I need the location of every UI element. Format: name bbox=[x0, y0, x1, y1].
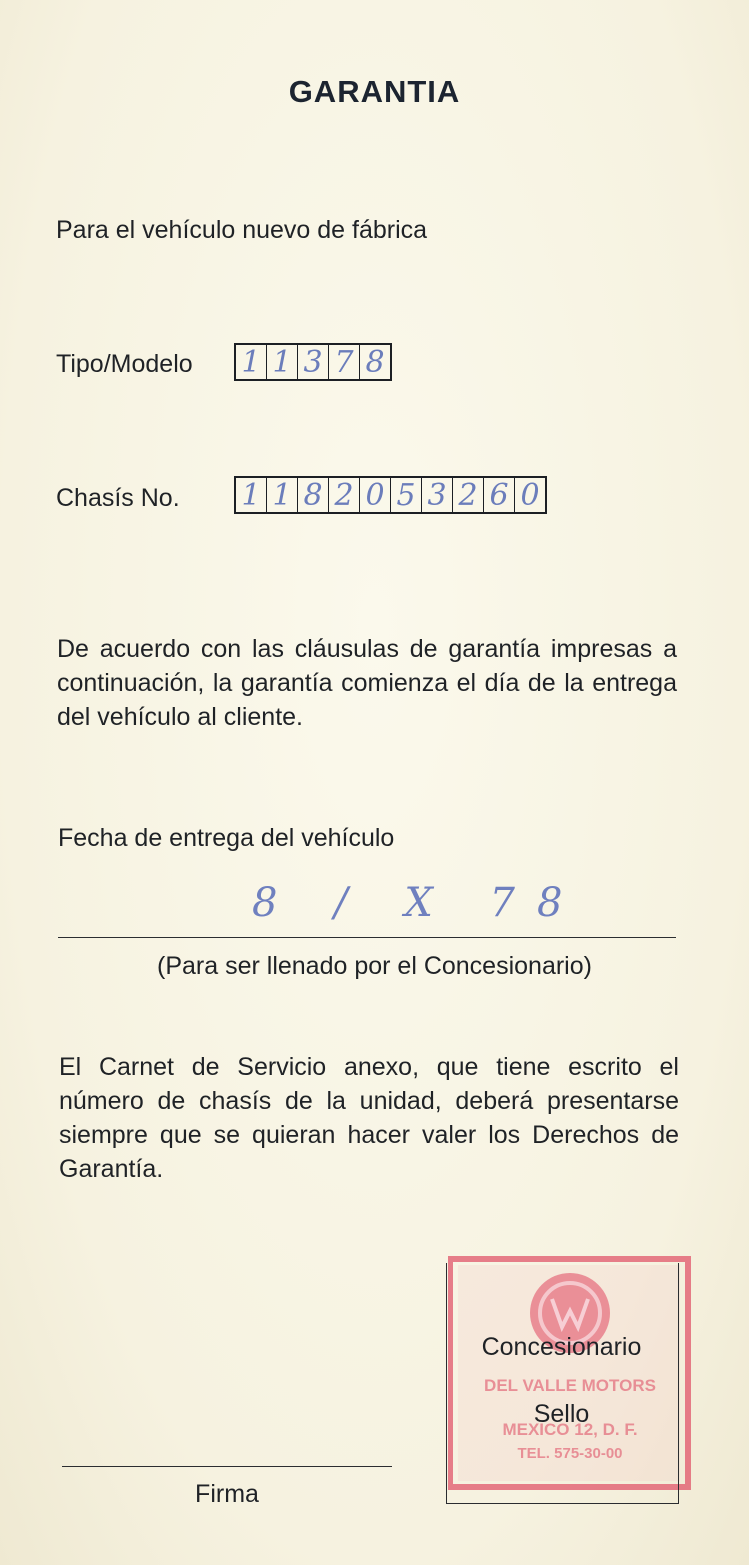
chasis-box[interactable] bbox=[422, 478, 453, 512]
chasis-digit: 0 bbox=[520, 478, 540, 513]
dealer-label: Concesionario bbox=[481, 1333, 642, 1361]
tipo-modelo-digit: 8 bbox=[365, 345, 385, 380]
chasis-box[interactable] bbox=[267, 478, 298, 512]
stamp-text-line: DEL VALLE MOTORS bbox=[484, 1376, 656, 1395]
delivery-date-handwritten: 8 / X 78 bbox=[252, 880, 585, 926]
chasis-digit: 8 bbox=[303, 478, 323, 513]
chasis-box[interactable] bbox=[515, 478, 545, 512]
delivery-date-caption: (Para ser llenado por el Concesionario) bbox=[157, 952, 592, 980]
chasis-digit: 0 bbox=[365, 478, 385, 513]
tipo-modelo-digit: 1 bbox=[241, 345, 261, 380]
page-title: GARANTIA bbox=[288, 74, 461, 109]
seal-label: Sello bbox=[533, 1400, 590, 1428]
chasis-digit: 6 bbox=[489, 478, 509, 513]
tipo-modelo-box[interactable] bbox=[298, 345, 329, 379]
chasis-box[interactable] bbox=[329, 478, 360, 512]
tipo-modelo-box[interactable] bbox=[329, 345, 360, 379]
delivery-date-label: Fecha de entrega del vehículo bbox=[58, 824, 395, 852]
stamp-text-line: TEL. 575-30-00 bbox=[517, 1445, 623, 1462]
chasis-box[interactable] bbox=[453, 478, 484, 512]
chasis-label: Chasís No. bbox=[56, 484, 180, 512]
stamp-text-line: MEXICO 12, D. F. bbox=[502, 1420, 638, 1439]
chasis-digit: 2 bbox=[334, 478, 354, 513]
chasis-boxes[interactable] bbox=[234, 476, 547, 514]
tipo-modelo-box[interactable] bbox=[236, 345, 267, 379]
tipo-modelo-box[interactable] bbox=[267, 345, 298, 379]
tipo-modelo-boxes[interactable] bbox=[234, 343, 392, 381]
tipo-modelo-digit: 7 bbox=[334, 345, 354, 380]
tipo-modelo-digit: 3 bbox=[303, 345, 323, 380]
chasis-box[interactable] bbox=[360, 478, 391, 512]
signature-line bbox=[62, 1466, 392, 1467]
tipo-modelo-box[interactable] bbox=[360, 345, 390, 379]
chasis-box[interactable] bbox=[484, 478, 515, 512]
subtitle: Para el vehículo nuevo de fábrica bbox=[56, 216, 428, 244]
chasis-digit: 3 bbox=[427, 478, 447, 513]
chasis-digit: 1 bbox=[241, 478, 261, 513]
dealer-stamp-box bbox=[446, 1263, 679, 1504]
chasis-digit: 2 bbox=[458, 478, 478, 513]
chasis-box[interactable] bbox=[236, 478, 267, 512]
clause-paragraph: De acuerdo con las cláusulas de garantía impresas a continuación, la garantía comienza el día de la entrega del vehículo al cliente. bbox=[57, 635, 677, 731]
chasis-box[interactable] bbox=[298, 478, 329, 512]
chasis-box[interactable] bbox=[391, 478, 422, 512]
carnet-paragraph: El Carnet de Servicio anexo, que tiene escrito el número de chasís de la unidad, deberá presentarse siempre que se quieran hacer valer los Derechos de Garantía. bbox=[59, 1053, 679, 1183]
chasis-digit: 5 bbox=[396, 478, 416, 513]
signature-label: Firma bbox=[195, 1480, 259, 1508]
tipo-modelo-digit: 1 bbox=[272, 345, 292, 380]
tipo-modelo-label: Tipo/Modelo bbox=[56, 350, 193, 378]
chasis-digit: 1 bbox=[272, 478, 292, 513]
delivery-date-line bbox=[58, 937, 676, 938]
